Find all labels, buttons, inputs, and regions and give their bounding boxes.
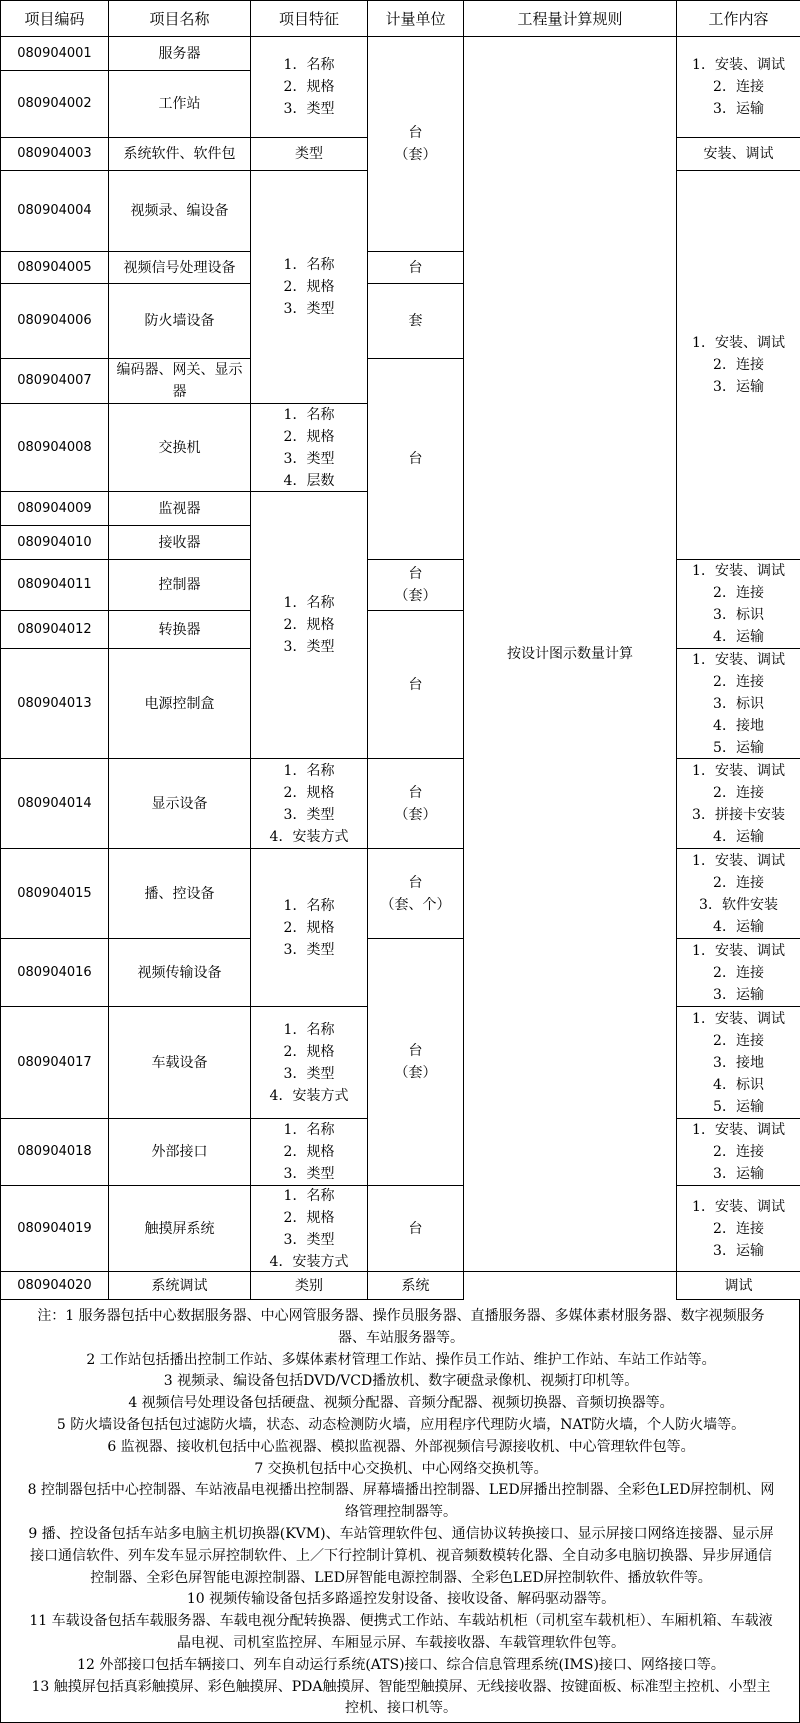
item-code: 080904009 [0,491,109,526]
work-content: 1．安装、调试 2．连接 3．标识 4．接地 5．运输 [676,648,800,759]
item-name: 控制器 [108,559,251,611]
note-line: 器、车站服务器等。 [338,1329,464,1346]
item-features: 类型 [250,137,368,171]
note-line: 11 车载设备包括车载服务器、车载电视分配转换器、便携式工作站、车载站机柜（司机室车载机柜）、车厢机箱、车载液 [29,1613,773,1630]
work-content: 1．安装、调试 2．连接 3．运输 [676,938,800,1007]
item-unit: 台 [367,610,464,759]
item-name: 触摸屏系统 [108,1185,251,1272]
item-unit: 台 （套、个） [367,848,464,939]
item-code: 080904017 [0,1006,109,1119]
item-name: 服务器 [108,36,251,71]
item-code: 080904015 [0,848,109,939]
item-name: 播、控设备 [108,848,251,939]
note-line: 6 监视器、接收机包括中心监视器、模拟监视器、外部视频信号源接收机、中心管理软件包等。 [107,1438,695,1455]
item-features: 1．名称 2．规格 3．类型 [250,1118,368,1186]
item-name: 系统软件、软件包 [108,137,251,171]
item-unit: 台 （套） [367,758,464,849]
header-rule: 工程量计算规则 [463,0,677,37]
note-line: 3 视频录、编设备包括DVD/VCD播放机、数字硬盘录像机、视频打印机等。 [163,1373,639,1390]
work-content: 1．安装、调试 2．连接 3．标识 4．运输 [676,559,800,649]
item-features: 1．名称 2．规格 3．类型 [250,491,368,759]
item-code: 080904011 [0,559,109,611]
item-code: 080904012 [0,610,109,649]
item-unit: 台 （套） [367,36,464,252]
item-code: 080904019 [0,1185,109,1272]
item-name: 监视器 [108,491,251,526]
item-name: 外部接口 [108,1118,251,1186]
item-name: 视频信号处理设备 [108,251,251,284]
header-work: 工作内容 [676,0,800,37]
note-line: 5 防火墙设备包括包过滤防火墙，状态、动态检测防火墙，应用程序代理防火墙，NAT防火墙，个人防火墙等。 [56,1417,746,1433]
header-code: 项目编码 [0,0,109,37]
note-line: 2 工作站包括播出控制工作站、多媒体素材管理工作站、操作员工作站、维护工作站、车站工作站等。 [86,1351,716,1368]
item-unit: 系统 [367,1271,464,1300]
item-code: 080904002 [0,70,109,138]
item-code: 080904010 [0,525,109,560]
table-notes [0,1299,800,1723]
note-line: 4 视频信号处理设备包括硬盘、视频分配器、音频分配器、视频切换器、音频切换器等。 [128,1395,674,1412]
item-name: 显示设备 [108,758,251,849]
note-line: 络管理控制器等。 [345,1504,457,1521]
note-line: 9 播、控设备包括车站多电脑主机切换器(KVM)、车站管理软件包、通信协议转换接口、显示屏接口网络连接器、显示屏 [28,1526,774,1542]
item-features: 类别 [250,1271,368,1300]
work-content: 1．安装、调试 2．连接 3．运输 [676,36,800,138]
item-code: 080904013 [0,648,109,759]
item-unit: 台 （套） [367,559,464,611]
item-code: 080904007 [0,358,109,404]
item-name: 防火墙设备 [108,283,251,359]
work-content: 1．安装、调试 2．连接 3．运输 [676,1185,800,1272]
item-code: 080904014 [0,758,109,849]
work-content: 安装、调试 [676,137,800,171]
item-name: 编码器、网关、显示 器 [108,358,251,404]
item-features: 1．名称 2．规格 3．类型 [250,36,368,138]
item-features: 1．名称 2．规格 3．类型 4．安装方式 [250,1006,368,1119]
note-line: 控机、接口机等。 [345,1700,457,1717]
header-name: 项目名称 [108,0,251,37]
note-line: 接口通信软件、列车发车显示屏控制软件、上／下行控制计算机、视音频数模转化器、全自动多电脑切换器、异步屏通信 [30,1547,772,1564]
item-code: 080904001 [0,36,109,71]
item-features: 1．名称 2．规格 3．类型 4．安装方式 [250,1185,368,1272]
item-code: 080904020 [0,1271,109,1300]
item-features: 1．名称 2．规格 3．类型 4．层数 [250,403,368,492]
item-unit: 台 [367,358,464,560]
note-line: 7 交换机包括中心交换机、中心网络交换机等。 [254,1460,548,1477]
item-name: 视频录、编设备 [108,170,251,252]
item-code: 080904018 [0,1118,109,1186]
item-code: 080904008 [0,403,109,492]
item-name: 视频传输设备 [108,938,251,1007]
header-unit: 计量单位 [367,0,464,37]
note-line: 12 外部接口包括车辆接口、列车自动运行系统(ATS)接口、综合信息管理系统(IMS)接口、网络接口等。 [77,1656,725,1673]
note-line: 13 触摸屏包括真彩触摸屏、彩色触摸屏、PDA触摸屏、智能型触摸屏、无线接收器、按键面板、标准型主控机、小型主 [31,1678,771,1695]
work-content: 1．安装、调试 2．连接 3．运输 [676,1118,800,1186]
note-line: 晶电视、司机室监控屏、车厢显示屏、车载接收器、车载管理软件包等。 [177,1635,625,1651]
item-code: 080904003 [0,137,109,171]
item-name: 车载设备 [108,1006,251,1119]
item-name: 系统调试 [108,1271,251,1300]
item-code: 080904005 [0,251,109,284]
item-name: 接收器 [108,525,251,560]
note-line: 注：1 服务器包括中心数据服务器、中心网管服务器、操作员服务器、直播服务器、多媒体素材服务器、数字视频服务 [37,1308,765,1324]
item-features: 1．名称 2．规格 3．类型 [250,170,368,404]
item-name: 转换器 [108,610,251,649]
work-content: 1．安装、调试 2．连接 3．软件安装 4．运输 [676,848,800,939]
item-unit: 台 [367,1185,464,1272]
work-content: 1．安装、调试 2．连接 3．接地 4．标识 5．运输 [676,1006,800,1119]
item-name: 工作站 [108,70,251,138]
item-features: 1．名称 2．规格 3．类型 [250,848,368,1007]
work-content: 调试 [676,1271,800,1300]
item-name: 电源控制盒 [108,648,251,759]
note-line: 8 控制器包括中心控制器、车站液晶电视播出控制器、屏幕墙播出控制器、LED屏播出控制器、全彩色LED屏控制机、网 [27,1482,775,1499]
item-code: 080904006 [0,283,109,359]
work-content: 1．安装、调试 2．连接 3．运输 [676,170,800,560]
item-features: 1．名称 2．规格 3．类型 4．安装方式 [250,758,368,849]
item-unit: 台 [367,251,464,284]
note-line: 10 视频传输设备包括多路遥控发射设备、接收设备、解码驱动器等。 [186,1591,616,1608]
calculation-rule: 按设计图示数量计算 [463,36,677,1272]
item-unit: 套 [367,283,464,359]
item-code: 080904004 [0,170,109,252]
item-code: 080904016 [0,938,109,1007]
header-features: 项目特征 [250,0,368,37]
item-unit: 台 （套） [367,938,464,1186]
item-name: 交换机 [108,403,251,492]
note-line: 控制器、全彩色屏智能电源控制器、LED屏智能电源控制器、全彩色LED屏控制软件、播放软件等。 [90,1569,712,1586]
work-content: 1．安装、调试 2．连接 3．拼接卡安装 4．运输 [676,758,800,849]
